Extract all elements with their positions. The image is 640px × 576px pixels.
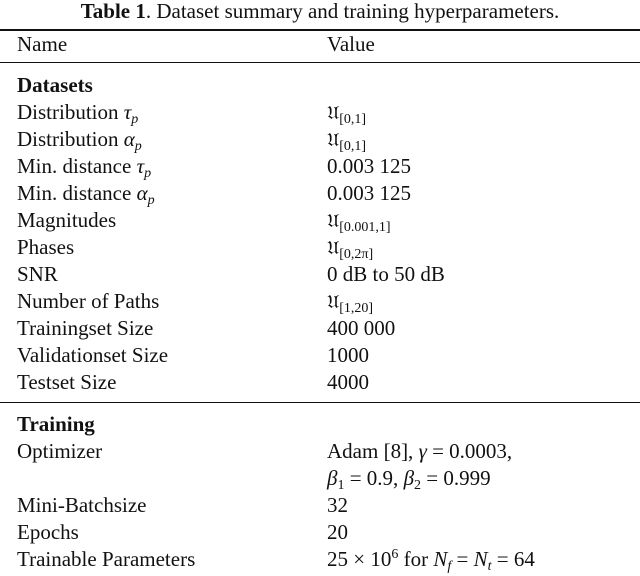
table-row	[0, 519, 640, 546]
row-name: Distribution $\alpha_p$	[17, 127, 142, 154]
row-value: 400 000	[327, 316, 396, 340]
section-title: Datasets	[17, 73, 93, 97]
table-row	[0, 288, 640, 315]
section-rule	[0, 402, 640, 403]
row-name: Trainingset Size	[17, 316, 154, 340]
section-datasets	[0, 72, 640, 99]
table-row	[0, 342, 640, 369]
section-training	[0, 411, 640, 438]
row-value: 1000	[327, 343, 369, 367]
table-row	[0, 438, 640, 465]
row-name: Number of Paths	[17, 289, 160, 313]
row-value: $25 \times 10^6$ for $N_f = N_t = 64$	[327, 547, 535, 574]
table-row	[0, 153, 640, 180]
table-row	[0, 369, 640, 396]
table-row	[0, 315, 640, 342]
row-name: Min. distance $\alpha_p$	[17, 181, 155, 208]
header-value: Value	[327, 32, 375, 56]
table-row	[0, 180, 640, 207]
row-value: 0 dB to 50 dB	[327, 262, 445, 286]
header-name: Name	[17, 32, 68, 56]
row-name: Testset Size	[17, 370, 117, 394]
row-name: Mini-Batchsize	[17, 493, 147, 517]
row-name: Trainable Parameters	[17, 547, 196, 571]
row-name: Epochs	[17, 520, 79, 544]
row-value: 𝔘$_{[0,1]}$	[327, 102, 367, 127]
row-name: Optimizer	[17, 439, 103, 463]
table-caption	[0, 0, 640, 24]
row-value: 20	[327, 520, 348, 544]
header-rule	[0, 62, 640, 63]
caption-label: Table 1	[80, 0, 146, 23]
table-row	[0, 234, 640, 261]
table-row	[0, 465, 640, 492]
table-row	[0, 546, 640, 573]
row-value: 𝔘$_{[0,2\pi]}$	[327, 237, 374, 262]
row-value: Adam [8], γ = 0.0003,	[327, 439, 513, 463]
row-name: SNR	[17, 262, 58, 286]
row-value: 0.003 125	[327, 154, 411, 178]
row-name: Phases	[17, 235, 75, 259]
row-name: Validationset Size	[17, 343, 169, 367]
row-name: Magnitudes	[17, 208, 117, 232]
row-value: 𝔘$_{[0,1]}$	[327, 129, 367, 154]
row-value: 32	[327, 493, 348, 517]
table-row	[0, 99, 640, 126]
table-row	[0, 126, 640, 153]
row-value: 0.003 125	[327, 181, 411, 205]
table-row	[0, 207, 640, 234]
row-value: $\beta_1 = 0.9$, $\beta_2 = 0.999$	[327, 466, 491, 493]
caption-text: . Dataset summary and training hyperparameters.	[145, 0, 560, 23]
row-value: 4000	[327, 370, 369, 394]
row-value: 𝔘$_{[1,20]}$	[327, 291, 374, 316]
section-title: Training	[17, 412, 95, 436]
row-name: Distribution $\tau_p$	[17, 100, 139, 127]
table-row	[0, 492, 640, 519]
table-row	[0, 261, 640, 288]
row-name: Min. distance $\tau_p$	[17, 154, 152, 181]
header-row	[0, 31, 640, 58]
row-value: 𝔘$_{[0.001,1]}$	[327, 210, 391, 235]
